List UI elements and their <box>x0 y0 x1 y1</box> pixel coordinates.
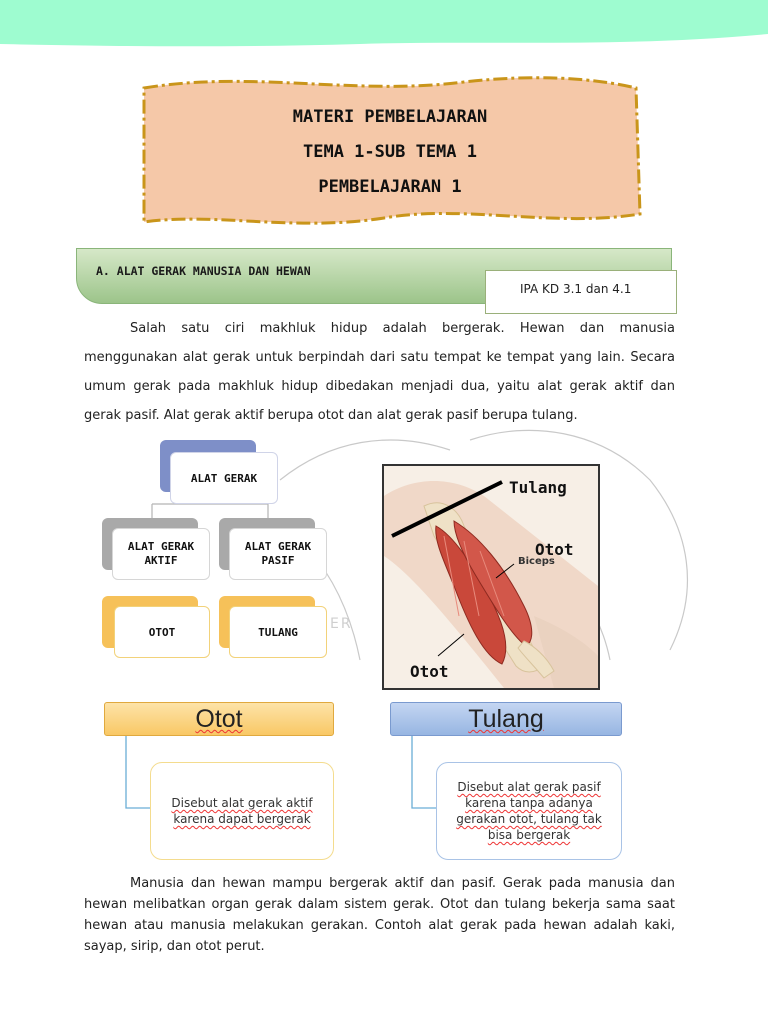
tulang-description: Disebut alat gerak pasif karena tanpa adanya gerakan otot, tulang tak bisa bergerak <box>456 780 602 842</box>
svg-text:ER: ER <box>330 616 353 632</box>
otot-header <box>104 702 334 736</box>
closing-paragraph <box>84 873 675 957</box>
intro-paragraph <box>84 314 675 430</box>
diagram-node-otot: OTOT <box>114 606 210 658</box>
tulang-header <box>390 702 622 736</box>
otot-title: Otot <box>195 705 243 733</box>
intro-line-3: umum gerak pada makhluk hidup dibedakan menjadi dua, yaitu alat gerak aktif dan <box>84 379 675 394</box>
tulang-title: Tulang <box>468 705 544 733</box>
intro-line-2: menggunakan alat gerak untuk berpindah dari satu tempat ke tempat yang lain. Secara <box>84 350 675 365</box>
banner-line-3: PEMBELAJARAN 1 <box>318 177 462 197</box>
intro-line-1: Salah satu ciri makhluk hidup adalah bergerak. Hewan dan manusia <box>130 321 675 336</box>
otot-description-box <box>150 762 334 860</box>
banner-line-2: TEMA 1-SUB TEMA 1 <box>303 142 477 162</box>
diagram-node-alat-gerak: ALAT GERAK <box>170 452 278 504</box>
section-title: A. ALAT GERAK MANUSIA DAN HEWAN <box>96 264 311 278</box>
banner-line-1: MATERI PEMBELAJARAN <box>292 107 488 127</box>
label-tulang: Tulang <box>509 478 567 497</box>
banner-title <box>140 100 640 205</box>
closing-line-1: Manusia dan hewan mampu bergerak aktif dan pasif. Gerak pada manusia dan <box>130 876 675 891</box>
closing-line-4: sayap, sirip, dan otot perut. <box>84 939 265 954</box>
label-otot-bottom: Otot <box>410 662 449 681</box>
diagram-node-aktif: ALAT GERAK AKTIF <box>112 528 210 580</box>
biceps-caption: Biceps <box>518 556 555 567</box>
kd-reference-box: IPA KD 3.1 dan 4.1 <box>485 270 677 314</box>
otot-description: Disebut alat gerak aktif karena dapat bergerak <box>171 796 313 826</box>
top-wave-band <box>0 0 768 48</box>
diagram-node-tulang: TULANG <box>229 606 327 658</box>
tulang-description-box <box>436 762 622 860</box>
closing-line-3: hewan atau manusia melakukan gerakan. Contoh alat gerak pada hewan adalah kaki, <box>84 918 675 933</box>
diagram-node-pasif: ALAT GERAK PASIF <box>229 528 327 580</box>
arm-anatomy-illustration <box>382 464 600 690</box>
arm-drawing <box>384 466 598 688</box>
intro-line-4: gerak pasif. Alat gerak aktif berupa otot dan alat gerak pasif berupa tulang. <box>84 408 578 423</box>
label-otot-top: Otot <box>535 540 574 559</box>
closing-line-2: hewan melibatkan organ gerak dalam sistem gerak. Otot dan tulang bekerja sama saat <box>84 897 675 912</box>
